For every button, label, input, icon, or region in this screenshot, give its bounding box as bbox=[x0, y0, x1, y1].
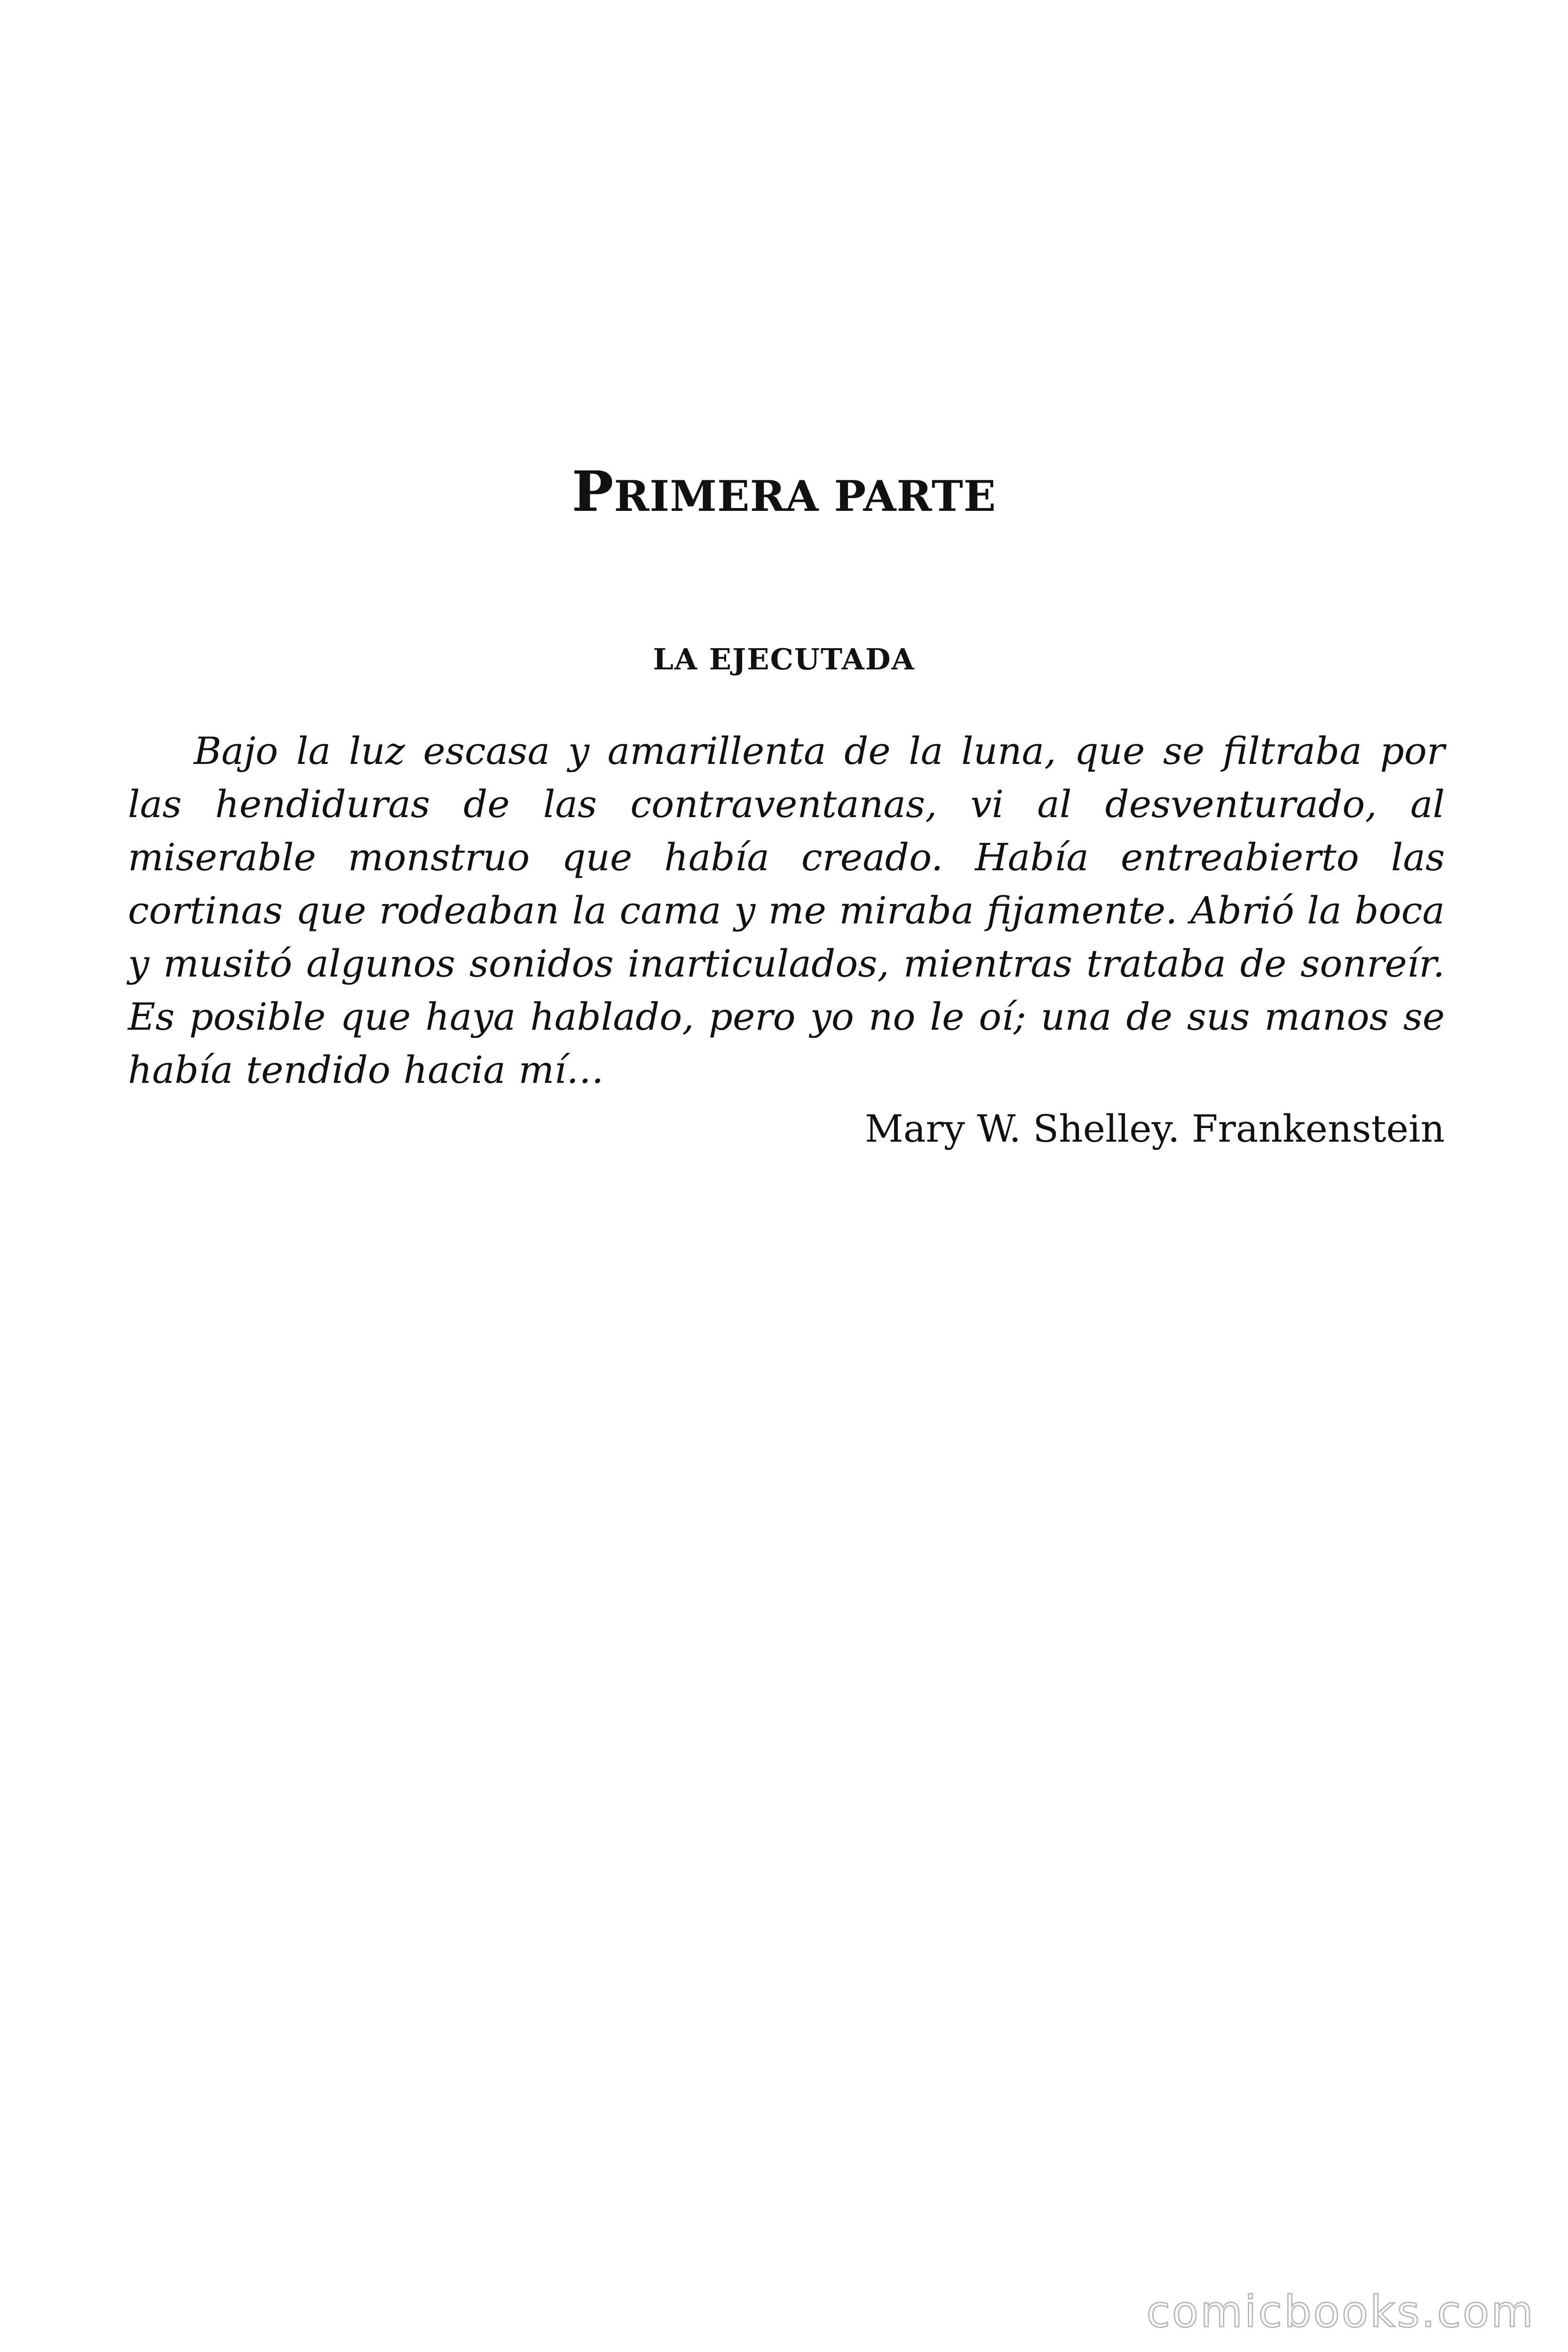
part-title-rest: RIMERA PARTE bbox=[614, 471, 997, 521]
part-title-initial: P bbox=[571, 459, 614, 524]
epigraph-attribution: Mary W. Shelley. Frankenstein bbox=[864, 1107, 1445, 1151]
chapter-title: LA EJECUTADA bbox=[653, 642, 915, 676]
epigraph-text: Bajo la luz escasa y amarillenta de la luna, que se filtraba por las hendiduras de las contraventanas, vi al desventurado, al miserable monstruo que había creado. Había entreabierto las cortinas que rodeaban la cama y me miraba fijamente. Abrió la boca y musitó algunos sonidos inarticulados, mientras trataba de sonreír. Es posible que haya hablado, pero yo no le oí; una de sus manos se había tendido hacia mí… bbox=[128, 729, 1445, 1092]
watermark: comicbooks.com bbox=[1146, 2287, 1535, 2337]
part-title bbox=[0, 459, 1568, 529]
